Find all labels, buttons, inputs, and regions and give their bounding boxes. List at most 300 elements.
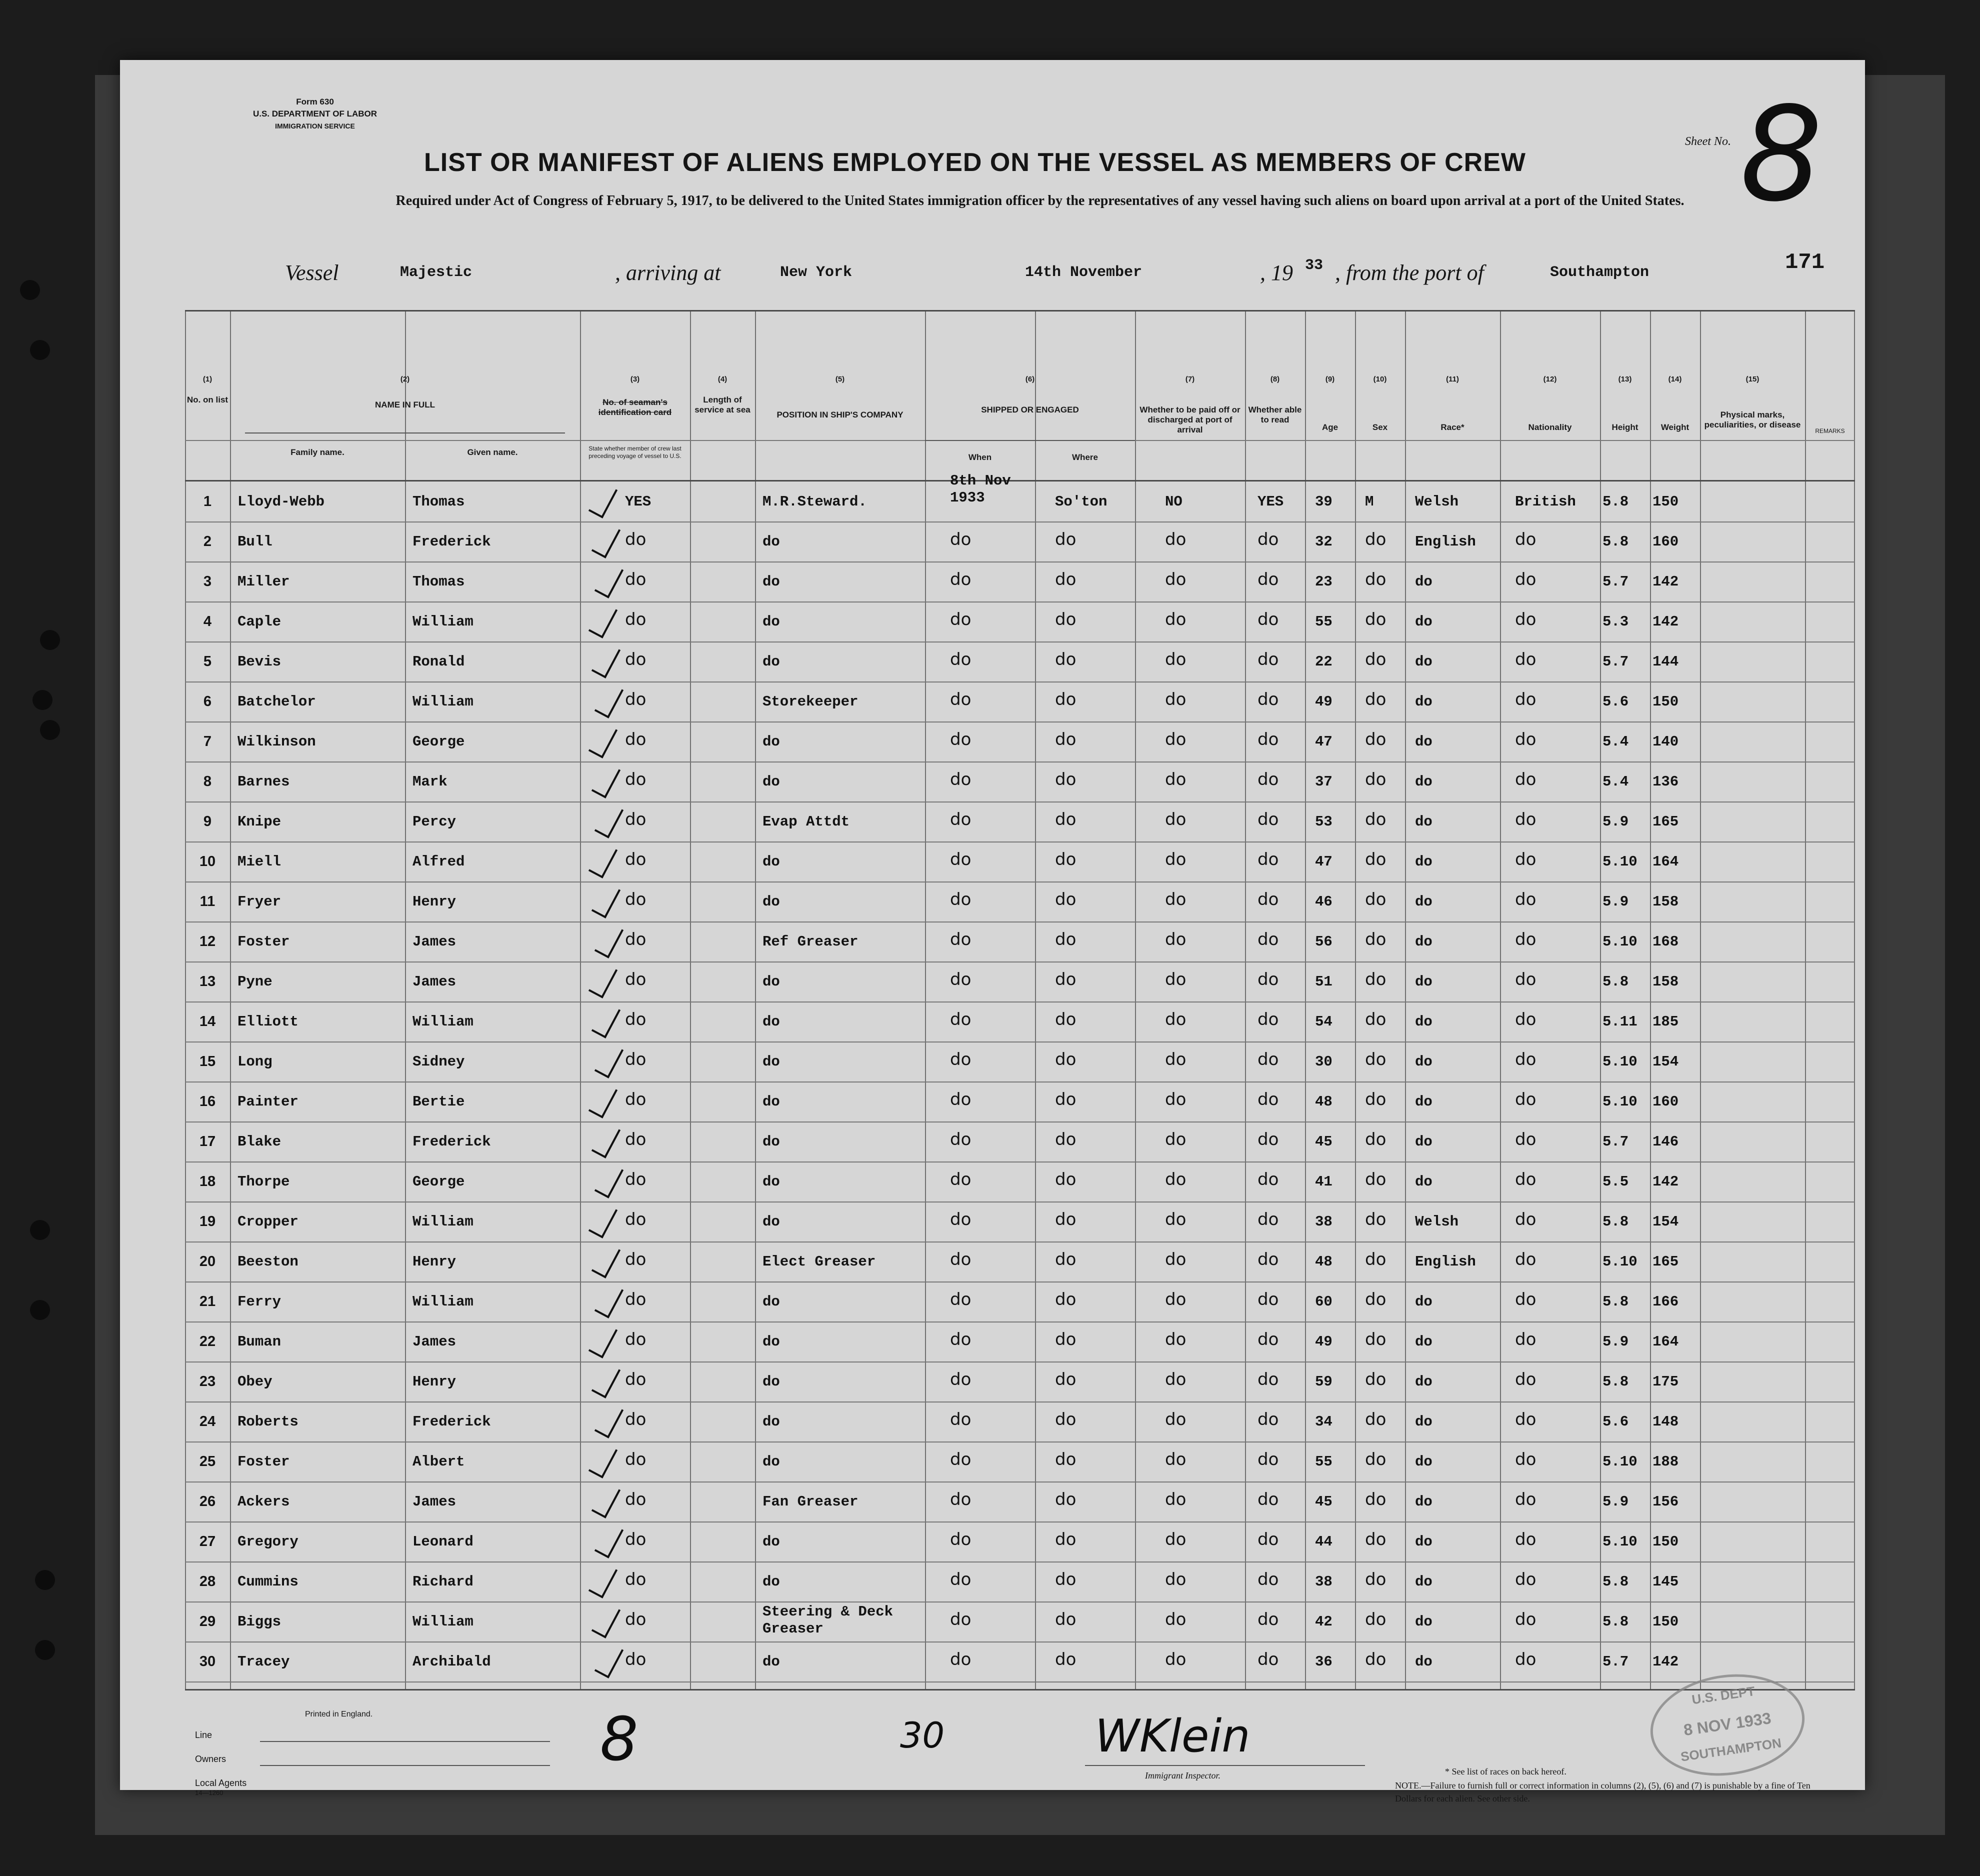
family-name: Gregory: [238, 1534, 298, 1550]
able-to-read: do: [1258, 1290, 1279, 1310]
binder-hole: [35, 1640, 55, 1660]
arrival-port: New York: [780, 264, 852, 281]
header-length-of-service: Length of service at sea: [694, 395, 750, 414]
weight: 140: [1652, 734, 1679, 750]
nationality: do: [1515, 1050, 1536, 1070]
manifest-sheet: [120, 60, 1865, 1804]
family-name: Bull: [238, 534, 272, 550]
nationality: do: [1515, 530, 1536, 550]
age: 47: [1315, 734, 1332, 750]
previous-voyage: do: [625, 1210, 646, 1230]
shipped-when: do: [950, 770, 972, 790]
row-number: 4: [203, 614, 212, 630]
shipped-when: do: [950, 970, 972, 990]
weight: 136: [1652, 774, 1679, 790]
shipped-where: do: [1055, 730, 1076, 750]
race: do: [1415, 854, 1432, 870]
shipped-when: do: [950, 850, 972, 870]
previous-voyage: do: [625, 1250, 646, 1270]
weight: 142: [1652, 1174, 1679, 1190]
family-name: Beeston: [238, 1254, 298, 1270]
nationality: do: [1515, 1170, 1536, 1190]
shipped-when: do: [950, 1610, 972, 1630]
position: do: [762, 1454, 780, 1470]
shipped-when: do: [950, 1010, 972, 1030]
sex: do: [1365, 890, 1386, 910]
race: do: [1415, 1614, 1432, 1630]
race: do: [1415, 1534, 1432, 1550]
height: 5.7: [1602, 654, 1629, 670]
handwritten-sheet: 8: [600, 1705, 638, 1774]
position: do: [762, 574, 780, 590]
height: 5.4: [1602, 774, 1629, 790]
previous-voyage: do: [625, 970, 646, 990]
row-number: 7: [203, 734, 212, 750]
shipped-when: do: [950, 1210, 972, 1230]
paid-off: do: [1165, 690, 1186, 710]
family-name: Biggs: [238, 1614, 282, 1630]
weight: 165: [1652, 814, 1679, 830]
table-row: [185, 1522, 1855, 1562]
paid-off: do: [1165, 1330, 1186, 1350]
age: 23: [1315, 574, 1332, 590]
shipped-where: do: [1055, 930, 1076, 950]
vessel-name: Majestic: [400, 264, 472, 281]
weight: 168: [1652, 934, 1679, 950]
row-number: 20: [199, 1254, 216, 1270]
header-shipped-engaged: SHIPPED OR ENGAGED: [981, 405, 1079, 414]
table-row: [185, 1482, 1855, 1522]
header-remarks: REMARKS: [1815, 428, 1845, 434]
nationality: do: [1515, 850, 1536, 870]
nationality: do: [1515, 890, 1536, 910]
previous-voyage: do: [625, 890, 646, 910]
given-name: Bertie: [412, 1094, 465, 1110]
race: do: [1415, 894, 1432, 910]
family-name: Foster: [238, 934, 290, 950]
table-row: [185, 842, 1855, 882]
col11-number: (11): [1446, 375, 1459, 384]
table-row: [185, 602, 1855, 642]
height: 5.7: [1602, 1654, 1629, 1670]
table-row: [185, 922, 1855, 962]
shipped-when: do: [950, 570, 972, 590]
sex: do: [1365, 1130, 1386, 1150]
family-name: Foster: [238, 1454, 290, 1470]
weight: 185: [1652, 1014, 1679, 1030]
age: 59: [1315, 1374, 1332, 1390]
race: English: [1415, 1254, 1476, 1270]
handwritten-count: 30: [900, 1715, 945, 1756]
given-name: Alfred: [412, 854, 465, 870]
paid-off: do: [1165, 1250, 1186, 1270]
header-able-to-read: Whether able to read: [1248, 405, 1302, 424]
table-row: [185, 1562, 1855, 1602]
weight: 154: [1652, 1054, 1679, 1070]
nationality: do: [1515, 1610, 1536, 1630]
position: do: [762, 1334, 780, 1350]
shipped-where: do: [1055, 1250, 1076, 1270]
weight: 158: [1652, 974, 1679, 990]
table-row: [185, 1602, 1855, 1642]
shipped-where: do: [1055, 1050, 1076, 1070]
able-to-read: do: [1258, 1450, 1279, 1470]
given-name: William: [412, 1214, 474, 1230]
family-name: Barnes: [238, 774, 290, 790]
race: do: [1415, 614, 1432, 630]
sex: do: [1365, 1050, 1386, 1070]
col13-number: (13): [1618, 375, 1632, 384]
shipped-when: do: [950, 1530, 972, 1550]
sex: do: [1365, 730, 1386, 750]
position: M.R.Steward.: [762, 494, 867, 510]
nationality: British: [1515, 494, 1576, 510]
table-row: [185, 882, 1855, 922]
race: do: [1415, 1054, 1432, 1070]
paid-off: do: [1165, 1490, 1186, 1510]
col9-number: (9): [1325, 375, 1335, 384]
family-name: Obey: [238, 1374, 272, 1390]
row-number: 18: [199, 1174, 216, 1190]
shipped-where: do: [1055, 770, 1076, 790]
paid-off: do: [1165, 810, 1186, 830]
shipped-where: do: [1055, 1090, 1076, 1110]
shipped-where: do: [1055, 970, 1076, 990]
weight: 142: [1652, 614, 1679, 630]
able-to-read: do: [1258, 970, 1279, 990]
able-to-read: do: [1258, 1050, 1279, 1070]
age: 38: [1315, 1574, 1332, 1590]
shipped-when: do: [950, 610, 972, 630]
given-name: James: [412, 1334, 456, 1350]
able-to-read: do: [1258, 1410, 1279, 1430]
nationality: do: [1515, 770, 1536, 790]
header-nationality: Nationality: [1528, 422, 1572, 432]
table-row: [185, 1362, 1855, 1402]
from-port: Southampton: [1550, 264, 1650, 281]
given-name: Richard: [412, 1574, 474, 1590]
col8-number: (8): [1270, 375, 1280, 384]
header-name-in-full: NAME IN FULL: [375, 400, 435, 410]
shipped-when: do: [950, 1170, 972, 1190]
position: do: [762, 1054, 780, 1070]
from-label: , from the port of: [1335, 260, 1484, 285]
col1-number: (1): [202, 375, 212, 384]
position: do: [762, 1654, 780, 1670]
row-number: 13: [199, 974, 216, 990]
able-to-read: do: [1258, 1090, 1279, 1110]
shipped-when: do: [950, 1130, 972, 1150]
race: do: [1415, 1574, 1432, 1590]
header-sex: Sex: [1372, 422, 1388, 432]
age: 30: [1315, 1054, 1332, 1070]
shipped-when: do: [950, 930, 972, 950]
header-height: Height: [1612, 422, 1638, 432]
age: 55: [1315, 1454, 1332, 1470]
table-row: [185, 722, 1855, 762]
race: do: [1415, 574, 1432, 590]
shipped-when: do: [950, 650, 972, 670]
position: Evap Attdt: [762, 814, 850, 830]
able-to-read: do: [1258, 690, 1279, 710]
race: Welsh: [1415, 494, 1459, 510]
row-number: 19: [199, 1214, 216, 1230]
previous-voyage: do: [625, 1050, 646, 1070]
nationality: do: [1515, 810, 1536, 830]
checkmark-icon: [594, 1522, 624, 1558]
previous-voyage: do: [625, 1330, 646, 1350]
sex: do: [1365, 1650, 1386, 1670]
age: 34: [1315, 1414, 1332, 1430]
weight: 150: [1652, 1534, 1679, 1550]
race: English: [1415, 534, 1476, 550]
age: 38: [1315, 1214, 1332, 1230]
nationality: do: [1515, 1250, 1536, 1270]
table-row: [185, 1282, 1855, 1322]
height: 5.3: [1602, 614, 1629, 630]
previous-voyage: do: [625, 1610, 646, 1630]
position: do: [762, 1574, 780, 1590]
shipped-where: do: [1055, 1530, 1076, 1550]
family-name: Tracey: [238, 1654, 290, 1670]
family-name: Painter: [238, 1094, 298, 1110]
able-to-read: do: [1258, 530, 1279, 550]
shipped-where: do: [1055, 850, 1076, 870]
sex: do: [1365, 1410, 1386, 1430]
sex: do: [1365, 1210, 1386, 1230]
nationality: do: [1515, 730, 1536, 750]
given-name: Ronald: [412, 654, 465, 670]
able-to-read: YES: [1258, 494, 1284, 510]
race: do: [1415, 1654, 1432, 1670]
able-to-read: do: [1258, 730, 1279, 750]
paid-off: do: [1165, 1130, 1186, 1150]
position: Ref Greaser: [762, 934, 858, 950]
voyage-line: [285, 257, 1805, 290]
row-number: 9: [203, 814, 212, 830]
previous-voyage: do: [625, 1570, 646, 1590]
sex: do: [1365, 1610, 1386, 1630]
row-number: 26: [199, 1494, 216, 1510]
able-to-read: do: [1258, 570, 1279, 590]
sex: do: [1365, 570, 1386, 590]
sheet-number-label: Sheet No.: [1685, 135, 1731, 148]
nationality: do: [1515, 1290, 1536, 1310]
shipped-where: do: [1055, 1210, 1076, 1230]
able-to-read: do: [1258, 1650, 1279, 1670]
weight: 146: [1652, 1134, 1679, 1150]
weight: 150: [1652, 694, 1679, 710]
shipped-when: do: [950, 1410, 972, 1430]
nationality: do: [1515, 650, 1536, 670]
able-to-read: do: [1258, 1170, 1279, 1190]
shipped-where: do: [1055, 1370, 1076, 1390]
weight: 142: [1652, 574, 1679, 590]
position: do: [762, 534, 780, 550]
race: do: [1415, 934, 1432, 950]
row-number: 2: [203, 534, 212, 550]
able-to-read: do: [1258, 1130, 1279, 1150]
binder-hole: [20, 280, 40, 300]
binder-hole: [30, 1300, 50, 1320]
stamp-bottom: SOUTHAMPTON: [1680, 1735, 1782, 1764]
nationality: do: [1515, 1490, 1536, 1510]
height: 5.8: [1602, 1374, 1629, 1390]
paid-off: do: [1165, 890, 1186, 910]
family-name: Wilkinson: [238, 734, 316, 750]
shipped-where: do: [1055, 1170, 1076, 1190]
header-no-on-list: No. on list: [186, 395, 228, 404]
family-name: Caple: [238, 614, 282, 630]
department: U.S. DEPARTMENT OF LABOR: [252, 109, 378, 118]
row-number: 27: [199, 1534, 216, 1550]
checkmark-icon: [588, 1082, 618, 1118]
header-prev-voyage-note: State whether member of crew last preceding voyage of vessel to U.S.: [588, 445, 682, 460]
paid-off: do: [1165, 730, 1186, 750]
race: do: [1415, 1294, 1432, 1310]
position: do: [762, 854, 780, 870]
previous-voyage: do: [625, 810, 646, 830]
sex: do: [1365, 1330, 1386, 1350]
col2-number: (2): [400, 375, 410, 384]
paid-off: do: [1165, 1170, 1186, 1190]
height: 5.10: [1602, 934, 1638, 950]
position: Fan Greaser: [762, 1494, 858, 1510]
shipped-when: do: [950, 890, 972, 910]
row-number: 15: [199, 1054, 216, 1070]
sex: do: [1365, 1290, 1386, 1310]
table-row: [185, 1042, 1855, 1082]
paid-off: do: [1165, 650, 1186, 670]
paid-off: do: [1165, 1650, 1186, 1670]
age: 37: [1315, 774, 1332, 790]
previous-voyage: do: [625, 690, 646, 710]
sex: do: [1365, 650, 1386, 670]
shipped-where: do: [1055, 570, 1076, 590]
shipped-where: do: [1055, 810, 1076, 830]
row-number: 22: [199, 1334, 216, 1350]
age: 55: [1315, 614, 1332, 630]
race: do: [1415, 654, 1432, 670]
shipped-where: do: [1055, 530, 1076, 550]
height: 5.8: [1602, 494, 1629, 510]
paid-off: do: [1165, 930, 1186, 950]
checkmark-icon: [588, 962, 618, 998]
checkmark-icon: [592, 642, 620, 678]
height: 5.5: [1602, 1174, 1629, 1190]
able-to-read: do: [1258, 1210, 1279, 1230]
age: 60: [1315, 1294, 1332, 1310]
sex: do: [1365, 530, 1386, 550]
previous-voyage: do: [625, 850, 646, 870]
shipped-where: do: [1055, 1450, 1076, 1470]
paid-off: do: [1165, 970, 1186, 990]
height: 5.9: [1602, 814, 1629, 830]
shipped-where: do: [1055, 1610, 1076, 1630]
nationality: do: [1515, 1450, 1536, 1470]
weight: 150: [1652, 1614, 1679, 1630]
sex: do: [1365, 1010, 1386, 1030]
height: 5.10: [1602, 1454, 1638, 1470]
age: 47: [1315, 854, 1332, 870]
weight: 166: [1652, 1294, 1679, 1310]
previous-voyage: do: [625, 1290, 646, 1310]
paid-off: do: [1165, 770, 1186, 790]
given-name: Henry: [412, 1254, 456, 1270]
family-name: Ferry: [238, 1294, 282, 1310]
sex: do: [1365, 810, 1386, 830]
header-weight: Weight: [1660, 422, 1690, 432]
year-prefix: , 19: [1260, 260, 1293, 285]
race: do: [1415, 1414, 1432, 1430]
shipped-where: do: [1055, 650, 1076, 670]
shipped-when: do: [950, 1450, 972, 1470]
race: do: [1415, 694, 1432, 710]
nationality: do: [1515, 1570, 1536, 1590]
sex: do: [1365, 1170, 1386, 1190]
sex: do: [1365, 1530, 1386, 1550]
age: 48: [1315, 1254, 1332, 1270]
given-name: Frederick: [412, 534, 491, 550]
previous-voyage: do: [625, 1170, 646, 1190]
given-name: William: [412, 1014, 474, 1030]
position: do: [762, 974, 780, 990]
row-number: 23: [199, 1374, 216, 1390]
weight: 150: [1652, 494, 1679, 510]
height: 5.10: [1602, 854, 1638, 870]
nationality: do: [1515, 1370, 1536, 1390]
shipped-when: do: [950, 730, 972, 750]
given-name: Mark: [412, 774, 448, 790]
previous-voyage: do: [625, 770, 646, 790]
shipped-when: do: [950, 1050, 972, 1070]
shipped-when: do: [950, 1330, 972, 1350]
checkmark-icon: [588, 722, 618, 758]
height: 5.10: [1602, 1254, 1638, 1270]
checkmark-icon: [594, 682, 624, 718]
shipped-where: do: [1055, 1130, 1076, 1150]
nationality: do: [1515, 690, 1536, 710]
given-name: William: [412, 614, 474, 630]
checkmark-icon: [594, 562, 624, 598]
sex: M: [1365, 494, 1374, 510]
race: do: [1415, 1134, 1432, 1150]
position: do: [762, 1014, 780, 1030]
arrival-date: 14th November: [1025, 264, 1142, 281]
weight: 188: [1652, 1454, 1679, 1470]
checkmark-icon: [594, 1042, 624, 1078]
shipped-when: do: [950, 1650, 972, 1670]
given-name: Frederick: [412, 1134, 491, 1150]
paid-off: do: [1165, 1610, 1186, 1630]
previous-voyage: do: [625, 1650, 646, 1670]
col4-number: (4): [718, 375, 728, 384]
able-to-read: do: [1258, 770, 1279, 790]
height: 5.7: [1602, 574, 1629, 590]
row-number: 8: [203, 774, 212, 790]
nationality: do: [1515, 1210, 1536, 1230]
sex: do: [1365, 1250, 1386, 1270]
previous-voyage: do: [625, 610, 646, 630]
col7-number: (7): [1185, 375, 1195, 384]
checkmark-icon: [592, 522, 620, 558]
age: 49: [1315, 1334, 1332, 1350]
shipped-when: do: [950, 810, 972, 830]
year-suffix: 33: [1305, 257, 1324, 274]
weight: 145: [1652, 1574, 1679, 1590]
height: 5.9: [1602, 1494, 1629, 1510]
able-to-read: do: [1258, 850, 1279, 870]
